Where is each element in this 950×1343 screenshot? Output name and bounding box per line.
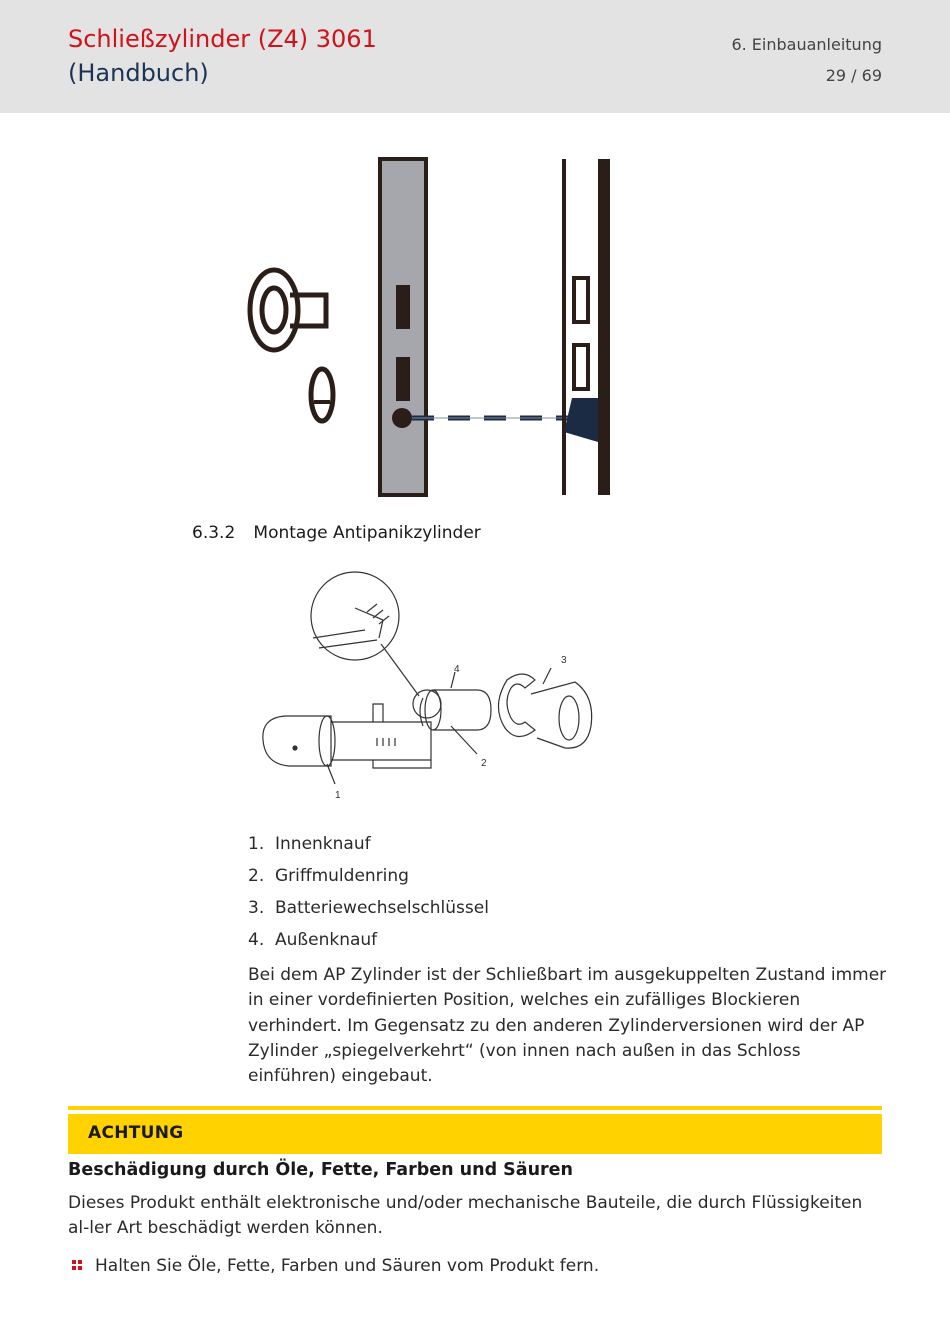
subsection-number: 6.3.2 [192, 523, 236, 543]
warning-banner [68, 1114, 882, 1154]
list-item [248, 832, 489, 864]
list-item-label: Batteriewechselschlüssel [275, 898, 489, 918]
warning-title: Beschädigung durch Öle, Fette, Farben und Säuren [68, 1160, 574, 1180]
list-item-number: 3. [248, 898, 265, 918]
document-title [68, 22, 377, 90]
subsection-heading [192, 523, 481, 543]
list-item [248, 928, 489, 960]
list-item-number: 2. [248, 866, 265, 886]
list-item [248, 896, 489, 928]
list-item-label: Innenknauf [275, 834, 371, 854]
subsection-title: Montage Antipanikzylinder [253, 523, 481, 543]
callout-3: 3 [561, 655, 567, 666]
warning-action-text: Halten Sie Öle, Fette, Farben und Säuren vom Produkt fern. [95, 1256, 600, 1276]
red-square-bullet-icon [72, 1260, 83, 1271]
section-reference [731, 29, 882, 91]
list-item-label: Griffmuldenring [275, 866, 409, 886]
list-item [248, 864, 489, 896]
document-title-line2: (Handbuch) [68, 59, 209, 87]
callout-4: 4 [454, 664, 460, 675]
cylinder-exploded-figure [255, 568, 615, 813]
callout-2: 2 [481, 758, 487, 769]
warning-top-rule [68, 1106, 882, 1110]
page-number: 29 / 69 [825, 66, 882, 85]
document-title-line1: Schließzylinder (Z4) 3061 [68, 25, 377, 53]
parts-list [248, 832, 489, 960]
door-profile-figure [230, 150, 630, 500]
section-name: 6. Einbauanleitung [731, 35, 882, 54]
list-item-number: 4. [248, 930, 265, 950]
description-paragraph: Bei dem AP Zylinder ist der Schließbart im ausgekuppelten Zustand immer in einer vordefinierten Position, welches ein zufälliges Blockieren verhindert. Im Gegensatz zu den anderen Zylinderversionen wird der AP Zylinder „spiegelverkehrt“ (von innen nach außen in das Schloss einführen) eingebaut. [248, 965, 887, 1087]
callout-1: 1 [335, 790, 341, 801]
page-header [0, 0, 950, 113]
warning-action-item [68, 1254, 599, 1279]
warning-label: ACHTUNG [88, 1123, 184, 1143]
warning-text: Dieses Produkt enthält elektronische und/oder mechanische Bauteile, die durch Flüssigkeiten al-ler Art beschädigt werden können. [68, 1193, 863, 1239]
list-item-label: Außenknauf [275, 930, 378, 950]
list-item-number: 1. [248, 834, 265, 854]
